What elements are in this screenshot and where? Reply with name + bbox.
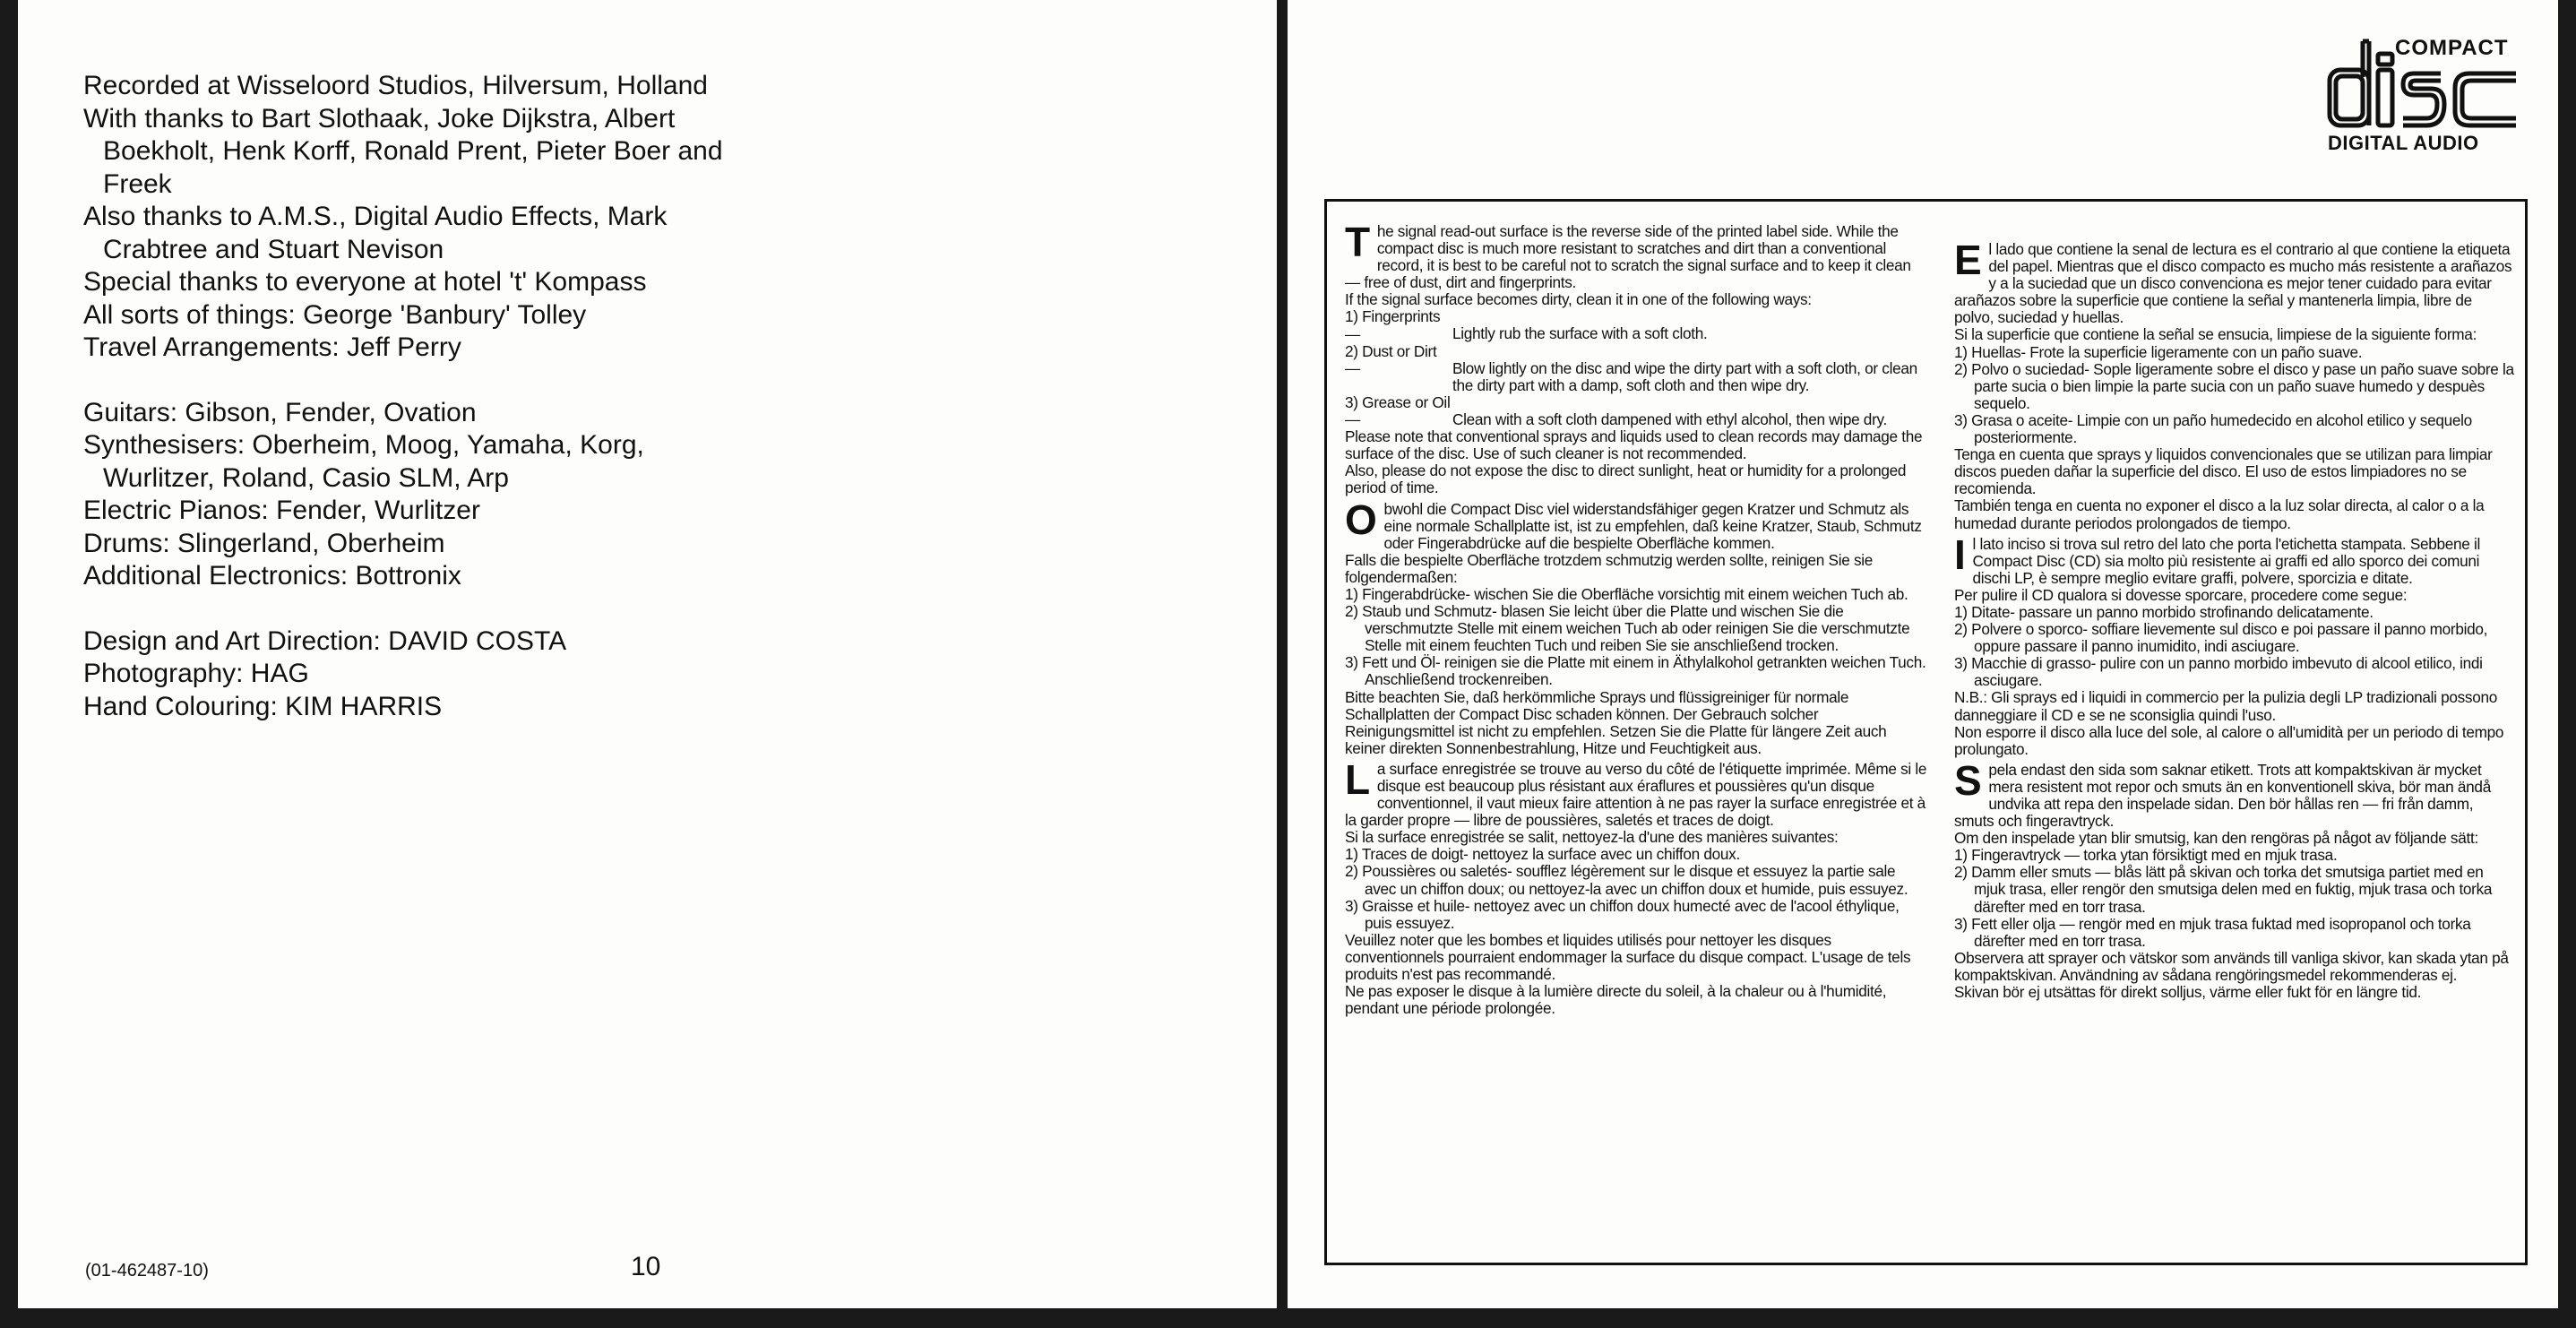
step-row: 1) Huellas- Frote la superficie ligeramente con un paño suave. bbox=[1954, 342, 2363, 361]
spacer bbox=[83, 593, 728, 625]
paragraph: Observera att sprayer och vätskor som används till vanliga skivor, kan skada ytan på kompaktskivan. Användning av sådana rengöringsmedel rekommenderas ej. bbox=[1954, 948, 2509, 984]
paragraph-text: a surface enregistrée se trouve au verso du côté de l'étiquette imprimée. Même si le disque est beaucoup plus résistant aux éraflures et poussières qu'un disque conventionnel, il vaut mieux faire attention à ne pas rayer la surface enregistrée et à la garder propre — libre de poussières, saletés et traces de doigt. bbox=[1345, 759, 1927, 830]
paragraph: Please note that conventional sprays and liquids used to clean records may damage the surface of the disc. Use of such cleaner is not recommended. bbox=[1345, 427, 1923, 463]
step-row: 2) Polvo o suciedad- Sople ligeramente sobre el disco y pase un paño suave sobre la parte sucia o bien limpie la parte sucia con un paño suave humedo y despuès sequelo. bbox=[1954, 359, 2514, 412]
paragraph: If the signal surface becomes dirty, clean it in one of the following ways: bbox=[1345, 290, 1812, 309]
disc-wordmark-icon bbox=[2326, 34, 2527, 133]
credit-line: Drums: Slingerland, Oberheim bbox=[83, 528, 445, 558]
compact-disc-logo bbox=[2326, 34, 2527, 160]
paragraph: Veuillez noter que les bombes et liquides utilisés pour nettoyer les disques conventionnels pourraient endommager la surface du disque compact. L'usage de tels produits n'est pas recommandé. bbox=[1345, 930, 1911, 984]
step-row bbox=[1345, 394, 1929, 428]
spanish-intro bbox=[1954, 237, 2514, 327]
paragraph: Ne pas exposer le disque à la lumière directe du soleil, à la chaleur ou à l'humidité, pendant une période prolongée. bbox=[1345, 982, 1887, 1018]
step-text: Blow lightly on the disc and wipe the dirty part with a soft cloth, or clean the dirty part with a damp, soft cloth and then wipe dry. bbox=[1452, 358, 1917, 394]
step-row bbox=[1345, 343, 1929, 394]
step-row: 2) Poussières ou saletés- soufflez légèrement sur le disque et essuyez la partie sale avec un chiffon doux; ou nettoyez-la avec un chiffon doux et humide, puis essuyez. bbox=[1345, 862, 1908, 898]
step-label: 2) Dust or Dirt — bbox=[1345, 341, 1437, 377]
credit-line: Electric Pianos: Fender, Wurlitzer bbox=[83, 496, 480, 525]
step-row: 2) Staub und Schmutz- blasen Sie leicht über die Platte und wischen Sie die verschmutzte Stelle mit einem weichen Tuch ab oder reinigen Sie die verschmutzte Stelle mit einem feuchten Tuch und reiben Sie sie anschließend trocken. bbox=[1345, 602, 1910, 655]
credit-line: Hand Colouring: KIM HARRIS bbox=[83, 691, 443, 721]
paragraph: Bitte beachten Sie, daß herkömmliche Sprays und flüssigreiniger für normale Schallplatten der Compact Disc schaden können. Der Gebrauch solcher Reinigungsmittel ist nicht zu empfehlen. Setzen Sie die Platte für längere Zeit auch keiner direkten Sonnenbestrahlung, Hitze und Feuchtigkeit aus. bbox=[1345, 687, 1887, 757]
paragraph: Tenga en cuenta que sprays y liquidos convencionales que se utilizan para limpiar discos pueden dañar la superficie del disco. El uso de estos limpiadores no se recomienda. bbox=[1954, 445, 2493, 498]
paragraph-text: he signal read-out surface is the reverse side of the printed label side. While the compact disc is much more resistant to scratches and dirt than a conventional record, it is best to be careful not to scratch the signal surface and to keep it clean — free of dust, dirt and fingerprints. bbox=[1345, 222, 1911, 292]
credit-line: Also thanks to A.M.S., Digital Audio Effects, Mark Crabtree and Stuart Nevison bbox=[83, 202, 668, 264]
drop-cap: I bbox=[1954, 530, 1966, 578]
step-row: 3) Fett eller olja — rengör med en mjuk trasa fuktad med isopropanol och torka därefter med en torr trasa. bbox=[1954, 914, 2471, 950]
credit-line: Additional Electronics: Bottronix bbox=[83, 561, 461, 591]
paragraph: Om den inspelade ytan blir smutsig, kan den rengöras på något av följande sätt: bbox=[1954, 829, 2478, 848]
step-row: 1) Traces de doigt- nettoyez la surface avec un chiffon doux. bbox=[1345, 845, 1740, 864]
catalog-number: (01-462487-10) bbox=[85, 1261, 209, 1281]
credit-line: Photography: HAG bbox=[83, 659, 309, 688]
paragraph-text: l lado que contiene la senal de lectura es el contrario al que contiene la etiqueta del papel. Mientras que el disco compacto es mucho más resistente a arañazos y a la suciedad que un disco convenciona es mejor tener cuidado para evitar arañazos sobre la superficie que contiene la señal y mantenerla limpia, libre de polvo, suciedad y huellas. bbox=[1954, 240, 2512, 327]
step-row: 1) Fingerabdrücke- wischen Sie die Oberfläche vorsichtig mit einem weichen Tuch ab. bbox=[1345, 584, 1908, 603]
paragraph: Si la superficie que contiene la señal se ensucia, limpiese de la siguiente forma: bbox=[1954, 325, 2477, 344]
paragraph: Also, please do not expose the disc to direct sunlight, heat or humidity for a prolonged period of time. bbox=[1345, 461, 1907, 497]
step-row: 3) Grasa o aceite- Limpie con un paño humedecido en alcohol etilico y sequelo posteriormente. bbox=[1954, 410, 2472, 447]
logo-bottom-word: DIGITAL AUDIO bbox=[2328, 132, 2479, 154]
french-intro bbox=[1345, 755, 1929, 830]
spacer bbox=[83, 365, 728, 397]
text-column-right bbox=[1954, 221, 2514, 1001]
step-row bbox=[1345, 308, 1929, 342]
credit-line: Design and Art Direction: DAVID COSTA bbox=[83, 625, 567, 656]
paragraph: También tenga en cuenta no exponer el disco a la luz solar directa, al calor o a la humedad durante periodos prolongados de tiempo. bbox=[1954, 496, 2485, 532]
step-row: 3) Macchie di grasso- pulire con un panno morbido imbevuto di alcool etilico, indi asciugare. bbox=[1954, 654, 2483, 690]
english-intro bbox=[1345, 219, 1929, 292]
right-page bbox=[1288, 0, 2558, 1308]
left-page bbox=[18, 0, 1277, 1308]
paragraph: Skivan bör ej utsättas för direkt solljus, värme eller fukt för en längre tid. bbox=[1954, 983, 2422, 1002]
drop-cap: O bbox=[1345, 496, 1377, 543]
paragraph: Non esporre il disco alla luce del sole, al calore o all'umidità per un periodo di tempo prolungato. bbox=[1954, 722, 2504, 758]
credit-line: Recorded at Wisseloord Studios, Hilversum, Holland bbox=[83, 71, 708, 100]
credits bbox=[83, 70, 728, 723]
paragraph: Si la surface enregistrée se salit, nettoyez-la d'une des manières suivantes: bbox=[1345, 828, 1839, 847]
page-number: 10 bbox=[631, 1252, 661, 1281]
credit-line: Guitars: Gibson, Fender, Ovation bbox=[83, 397, 477, 427]
credit-line: Synthesisers: Oberheim, Moog, Yamaha, Korg, Wurlitzer, Roland, Casio SLM, Arp bbox=[83, 430, 644, 493]
german-intro bbox=[1345, 496, 1929, 552]
step-row: 3) Fett und Öl- reinigen sie die Platte mit einem in Äthylalkohol getrankten weichen Tuch. Anschließend trockenreiben. bbox=[1345, 653, 1926, 689]
step-row: 1) Fingeravtryck — torka ytan försiktigt med en mjuk trasa. bbox=[1954, 846, 2338, 865]
step-row: 3) Graisse et huile- nettoyez avec un chiffon doux humecté avec de l'acool éthylique, puis essuyez. bbox=[1345, 896, 1900, 932]
drop-cap: S bbox=[1954, 756, 1982, 804]
paragraph: Per pulire il CD qualora si dovesse sporcare, procedere come segue: bbox=[1954, 585, 2408, 604]
text-column-left bbox=[1345, 219, 1929, 1018]
paragraph-text: bwohl die Compact Disc viel widerstandsfähiger gegen Kratzer und Schmutz als eine normale Schallplatte ist, ist zu empfehlen, daß keine Kratzer, Staub, Schmutz oder Fingerabdrücke auf die bespielte Oberfläche kommen. bbox=[1383, 499, 1922, 552]
paragraph: N.B.: Gli sprays ed i liquidi in commercio per la pulizia degli LP tradizionali possono danneggiare il CD e se ne sconsiglia quindi l'uso. bbox=[1954, 688, 2498, 724]
credit-line: With thanks to Bart Slothaak, Joke Dijkstra, Albert Boekholt, Henk Korff, Ronald Prent, Pieter Boer and Freek bbox=[83, 103, 723, 199]
step-row: 1) Ditate- passare un panno morbido strofinando delicatamente. bbox=[1954, 602, 2374, 621]
logo-top-word: COMPACT bbox=[2395, 36, 2509, 60]
drop-cap: L bbox=[1345, 755, 1370, 803]
step-label: 3) Grease or Oil — bbox=[1345, 392, 1451, 429]
paragraph-text: pela endast den sida som saknar etikett. Trots att kompaktskivan är mycket mera resistent mot repor och smuts än en konventionell skiva, bör man ändå undvika att repa den inspelade sidan. Den bör hållas ren — fri från damm, smuts och fingeravtryck. bbox=[1954, 760, 2491, 831]
drop-cap: T bbox=[1345, 219, 1370, 265]
swedish-intro bbox=[1954, 756, 2514, 831]
italian-intro bbox=[1954, 530, 2514, 587]
credit-line: Special thanks to everyone at hotel 't' Kompass bbox=[83, 267, 647, 297]
credit-line: Travel Arrangements: Jeff Perry bbox=[83, 332, 461, 362]
cd-care-instructions bbox=[1324, 199, 2528, 1265]
step-text: Clean with a soft cloth dampened with ethyl alcohol, then wipe dry. bbox=[1452, 410, 1887, 429]
drop-cap: E bbox=[1954, 237, 1982, 283]
credit-line: All sorts of things: George 'Banbury' Tolley bbox=[83, 299, 587, 330]
paragraph: Falls die bespielte Oberfläche trotzdem schmutzig werden sollte, reinigen Sie sie folgendermaßen: bbox=[1345, 550, 1874, 586]
paragraph-text: l lato inciso si trova sul retro del lato che porta l'etichetta stampata. Sebbene il Compact Disc (CD) sia molto più resistente ai graffi ed allo sporco dei comuni dischi LP, è sempre meglio evitare graffi, polvere, sporcizia e ditate. bbox=[1972, 534, 2481, 587]
step-row: 2) Polvere o sporco- soffiare lievemente sul disco e poi passare il panno morbido, oppure passare il panno inumidito, indi asciugare. bbox=[1954, 620, 2488, 656]
step-text: Lightly rub the surface with a soft cloth. bbox=[1452, 324, 1708, 343]
step-row: 2) Damm eller smuts — blås lätt på skivan och torka det smutsiga partiet med en mjuk trasa, eller rengör den smutsiga delen med en fuktig, mjuk trasa och torka därefter med en torr trasa. bbox=[1954, 863, 2493, 916]
step-label: 1) Fingerprints — bbox=[1345, 307, 1441, 343]
